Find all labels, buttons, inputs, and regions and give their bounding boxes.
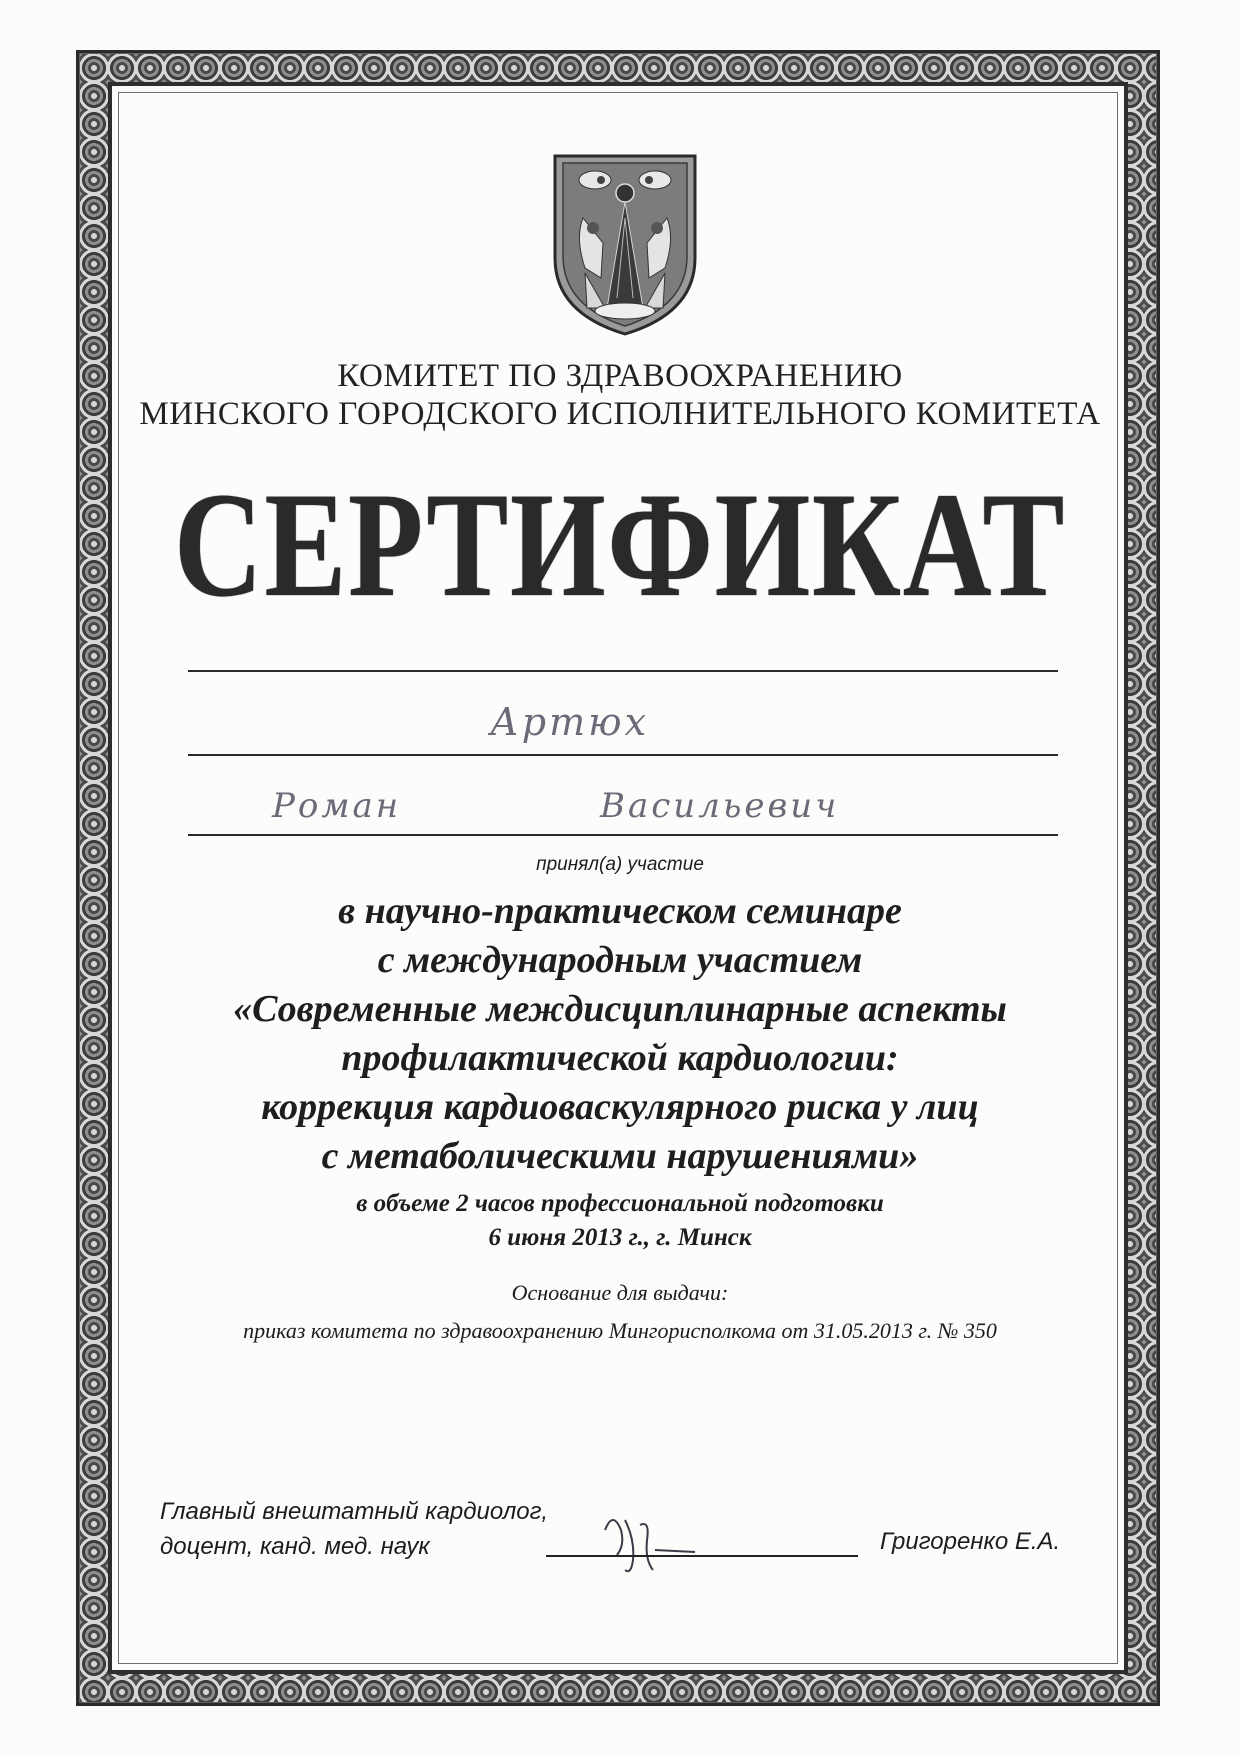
event-line-6: с метаболическими нарушениями» xyxy=(321,1135,919,1177)
recipient-surname: Артюх xyxy=(490,700,650,744)
signature-line xyxy=(546,1555,858,1557)
event-date-place: 6 июня 2013 г., г. Минск xyxy=(488,1224,752,1251)
name-rule-2 xyxy=(188,754,1058,756)
basis-label: Основание для выдачи: xyxy=(511,1280,729,1305)
name-rule-1 xyxy=(188,670,1058,672)
signatory-role xyxy=(160,1494,548,1564)
organization-line-2: МИНСКОГО ГОРОДСКОГО ИСПОЛНИТЕЛЬНОГО КОМИТЕТА xyxy=(139,396,1101,432)
event-line-1: в научно-практическом семинаре xyxy=(338,890,902,932)
organization-line-1: КОМИТЕТ ПО ЗДРАВООХРАНЕНИЮ xyxy=(337,358,903,394)
event-line-2: с международным участием xyxy=(377,939,863,981)
signatory-role-line-1: Главный внештатный кардиолог, xyxy=(160,1498,549,1525)
name-rule-3 xyxy=(188,834,1058,836)
minsk-coat-of-arms-icon xyxy=(545,148,705,338)
training-volume: в объеме 2 часов профессиональной подготовки xyxy=(356,1190,884,1217)
event-line-3: «Современные междисциплинарные аспекты xyxy=(233,988,1007,1030)
signatory-name: Григоренко Е.А. xyxy=(880,1528,1061,1555)
certificate-title: СЕРТИФИКАТ xyxy=(173,462,1067,628)
event-line-5: коррекция кардиоваскулярного риска у лиц xyxy=(261,1086,979,1128)
recipient-patronymic: Васильевич xyxy=(600,786,840,826)
handwritten-signature xyxy=(595,1500,705,1580)
signatory-role-line-2: доцент, канд. мед. наук xyxy=(160,1533,430,1560)
participation-label: принял(а) участие xyxy=(536,854,704,875)
event-line-4: профилактической кардиологии: xyxy=(341,1037,899,1079)
basis-order: приказ комитета по здравоохранению Мингорисполкома от 31.05.2013 г. № 350 xyxy=(243,1318,997,1343)
recipient-first-name: Роман xyxy=(272,786,402,826)
